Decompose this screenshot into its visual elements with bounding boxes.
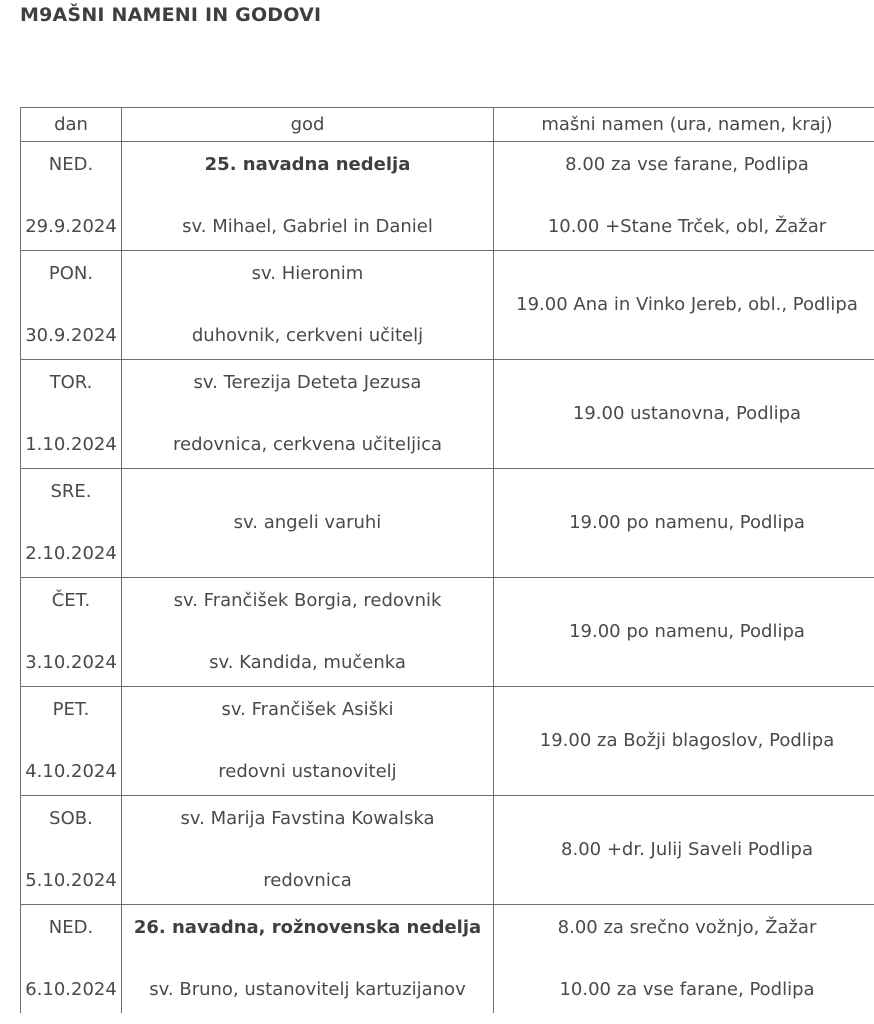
table-row xyxy=(21,796,874,905)
feast-line: sv. Hieronim xyxy=(251,263,364,284)
mass-cell xyxy=(494,687,874,796)
feast-line: sv. angeli varuhi xyxy=(233,512,382,533)
feast-cell xyxy=(122,142,494,251)
day-name: ČET. xyxy=(51,590,91,611)
day-cell xyxy=(21,360,122,469)
feast-line: redovnica, cerkvena učiteljica xyxy=(173,434,442,455)
mass-cell xyxy=(494,905,874,1014)
feast-line: sv. Terezija Deteta Jezusa xyxy=(193,372,422,393)
table-row xyxy=(21,360,874,469)
feast-cell xyxy=(122,905,494,1014)
day-date: 5.10.2024 xyxy=(25,870,117,891)
day-name: NED. xyxy=(48,154,94,175)
day-name: SOB. xyxy=(49,808,93,829)
day-cell xyxy=(21,142,122,251)
day-date: 6.10.2024 xyxy=(25,979,117,1000)
feast-line: sv. Frančišek Borgia, redovnik xyxy=(173,590,442,611)
table-row xyxy=(21,687,874,796)
day-name: TOR. xyxy=(49,372,93,393)
feast-cell xyxy=(122,360,494,469)
mass-line: 10.00 za vse farane, Podlipa xyxy=(559,979,815,1000)
mass-cell xyxy=(494,796,874,905)
page-title: M9AŠNI NAMENI IN GODOVI xyxy=(20,4,322,26)
feast-line: 26. navadna, rožnovenska nedelja xyxy=(133,917,482,938)
day-cell xyxy=(21,687,122,796)
feast-cell xyxy=(122,687,494,796)
mass-cell xyxy=(494,251,874,360)
mass-line: 19.00 po namenu, Podlipa xyxy=(569,512,805,533)
mass-line: 19.00 Ana in Vinko Jereb, obl., Podlipa xyxy=(516,294,858,315)
feast-line: sv. Kandida, mučenka xyxy=(209,652,406,673)
feast-cell xyxy=(122,469,494,578)
mass-cell xyxy=(494,469,874,578)
mass-line: 19.00 ustanovna, Podlipa xyxy=(572,403,802,424)
mass-line: 8.00 za vse farane, Podlipa xyxy=(565,154,809,175)
mass-line: 8.00 +dr. Julij Saveli Podlipa xyxy=(561,839,813,860)
day-cell xyxy=(21,469,122,578)
table-header-row xyxy=(21,108,874,142)
feast-cell xyxy=(122,796,494,905)
feast-line: sv. Bruno, ustanovitelj kartuzijanov xyxy=(149,979,466,1000)
mass-line: 10.00 +Stane Trček, obl, Žažar xyxy=(547,216,827,237)
feast-line: redovnica xyxy=(263,870,352,891)
mass-line: 19.00 za Božji blagoslov, Podlipa xyxy=(539,730,835,751)
table-row xyxy=(21,142,874,251)
day-name: PET. xyxy=(52,699,90,720)
feast-line: 25. navadna nedelja xyxy=(204,154,411,175)
day-date: 30.9.2024 xyxy=(25,325,117,346)
day-name: SRE. xyxy=(50,481,92,502)
header-mass: mašni namen (ura, namen, kraj) xyxy=(494,108,874,142)
header-feast: god xyxy=(122,108,494,142)
day-date: 3.10.2024 xyxy=(25,652,117,673)
day-name: PON. xyxy=(48,263,94,284)
mass-cell xyxy=(494,142,874,251)
feast-line: sv. Frančišek Asiški xyxy=(221,699,394,720)
day-cell xyxy=(21,251,122,360)
feast-line: duhovnik, cerkveni učitelj xyxy=(191,325,424,346)
feast-line: redovni ustanovitelj xyxy=(218,761,397,782)
day-cell xyxy=(21,905,122,1014)
table-row xyxy=(21,251,874,360)
day-date: 4.10.2024 xyxy=(25,761,117,782)
feast-cell xyxy=(122,251,494,360)
day-date: 29.9.2024 xyxy=(25,216,117,237)
day-date: 2.10.2024 xyxy=(25,543,117,564)
mass-line: 8.00 za srečno vožnjo, Žažar xyxy=(557,917,817,938)
header-day: dan xyxy=(21,108,122,142)
table-row xyxy=(21,469,874,578)
mass-cell xyxy=(494,360,874,469)
feast-line: sv. Marija Favstina Kowalska xyxy=(180,808,435,829)
day-date: 1.10.2024 xyxy=(25,434,117,455)
day-cell xyxy=(21,578,122,687)
feast-line: sv. Mihael, Gabriel in Daniel xyxy=(182,216,433,237)
mass-cell xyxy=(494,578,874,687)
day-name: NED. xyxy=(48,917,94,938)
day-cell xyxy=(21,796,122,905)
feast-cell xyxy=(122,578,494,687)
table-row xyxy=(21,905,874,1014)
mass-schedule-table xyxy=(20,107,874,1013)
table-row xyxy=(21,578,874,687)
mass-line: 19.00 po namenu, Podlipa xyxy=(569,621,805,642)
